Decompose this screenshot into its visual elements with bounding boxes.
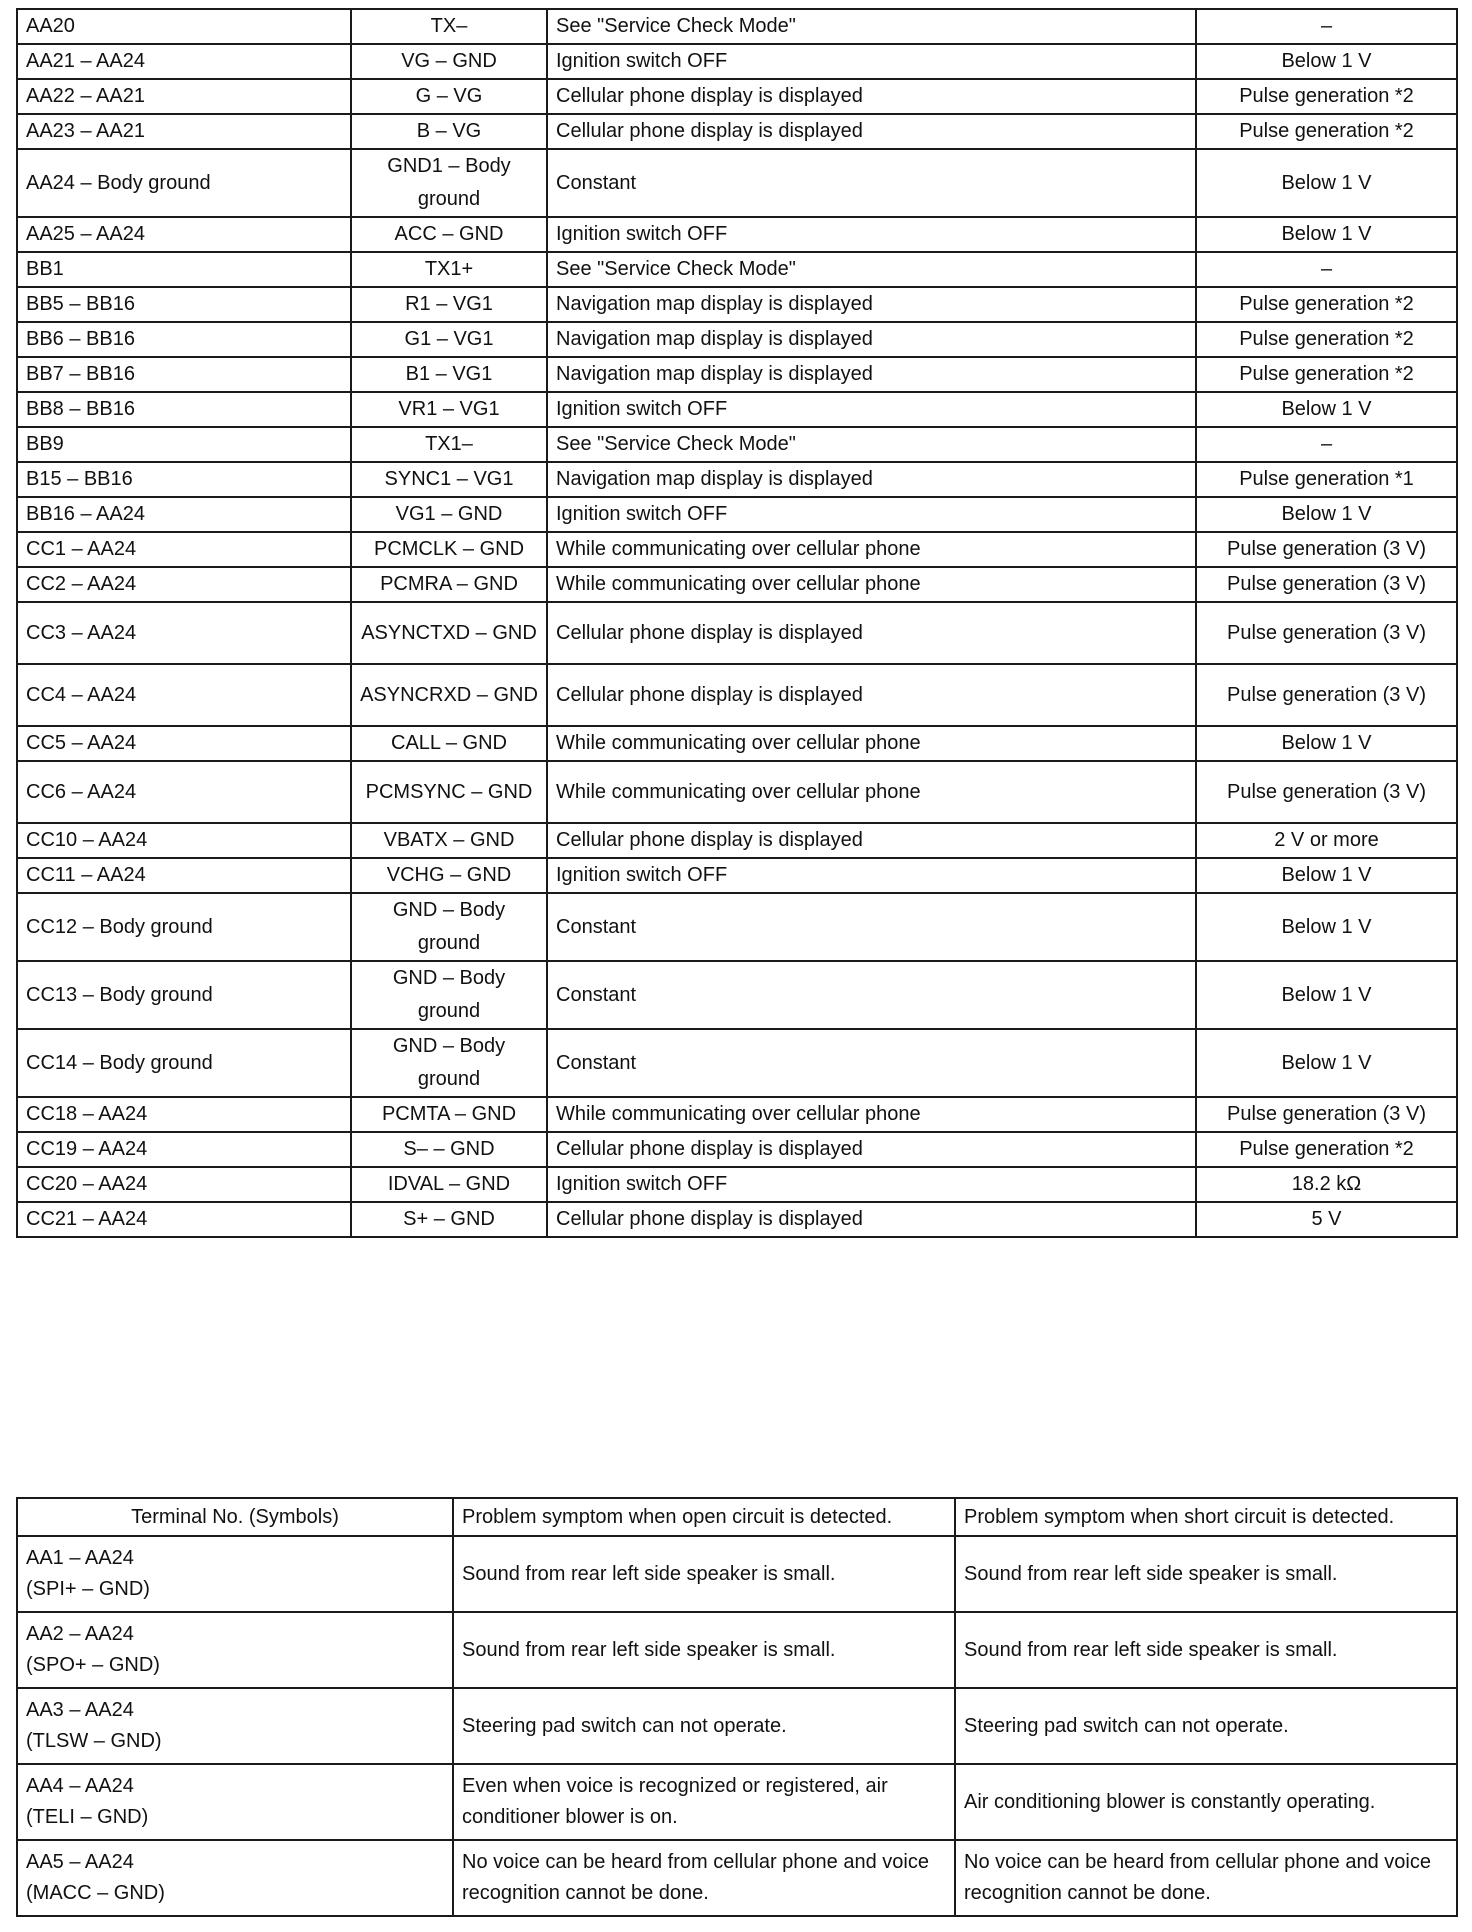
spec-cell: Pulse generation *2 (1196, 357, 1457, 392)
terminal-cell: AA21 – AA24 (17, 44, 351, 79)
table-row (17, 1536, 1457, 1612)
condition-cell: Navigation map display is displayed (547, 462, 1196, 497)
terminal-cell: BB1 (17, 252, 351, 287)
table-row (17, 1688, 1457, 1764)
symbol-cell: B – VG (351, 114, 547, 149)
condition-cell: See "Service Check Mode" (547, 9, 1196, 44)
terminal-cell: AA20 (17, 9, 351, 44)
symbol-cell: R1 – VG1 (351, 287, 547, 322)
spec-cell: Pulse generation (3 V) (1196, 532, 1457, 567)
condition-cell: Constant (547, 961, 1196, 1029)
symbol-cell: VG – GND (351, 44, 547, 79)
spec-cell: 18.2 kΩ (1196, 1167, 1457, 1202)
short-circuit-symptom: Steering pad switch can not operate. (955, 1688, 1457, 1764)
terminal-cell: CC6 – AA24 (17, 761, 351, 823)
symbol-cell: IDVAL – GND (351, 1167, 547, 1202)
open-circuit-symptom: Steering pad switch can not operate. (453, 1688, 955, 1764)
terminal-symbols: (TELI – GND) (26, 1806, 149, 1828)
terminal-symbols: (MACC – GND) (26, 1882, 165, 1904)
terminal-cell: AA24 – Body ground (17, 149, 351, 217)
table-row (17, 1029, 1457, 1097)
terminal-cell (17, 1688, 453, 1764)
table-row (17, 532, 1457, 567)
table-row (17, 1202, 1457, 1237)
problem-symptom-table (16, 1497, 1458, 1917)
spec-cell: Below 1 V (1196, 858, 1457, 893)
spec-cell: Below 1 V (1196, 44, 1457, 79)
condition-cell: Cellular phone display is displayed (547, 79, 1196, 114)
spec-cell: – (1196, 427, 1457, 462)
spec-cell: Pulse generation *2 (1196, 79, 1457, 114)
terminal-cell: CC11 – AA24 (17, 858, 351, 893)
short-circuit-symptom: No voice can be heard from cellular phone and voice recognition cannot be done. (955, 1840, 1457, 1916)
condition-cell: Cellular phone display is displayed (547, 114, 1196, 149)
terminal-symbols: (SPI+ – GND) (26, 1578, 150, 1600)
table-row (17, 287, 1457, 322)
table-row (17, 1612, 1457, 1688)
table-row (17, 392, 1457, 427)
condition-cell: Cellular phone display is displayed (547, 602, 1196, 664)
symbol-cell: SYNC1 – VG1 (351, 462, 547, 497)
symbol-cell: GND – Body ground (351, 893, 547, 961)
header-terminal: Terminal No. (Symbols) (17, 1498, 453, 1536)
symbol-cell: GND – Body ground (351, 1029, 547, 1097)
condition-cell: While communicating over cellular phone (547, 761, 1196, 823)
spec-cell: Below 1 V (1196, 961, 1457, 1029)
terminal-range: AA1 – AA24 (26, 1547, 134, 1569)
terminal-range: AA3 – AA24 (26, 1699, 134, 1721)
condition-cell: Navigation map display is displayed (547, 322, 1196, 357)
terminal-cell: CC12 – Body ground (17, 893, 351, 961)
condition-cell: While communicating over cellular phone (547, 726, 1196, 761)
condition-cell: See "Service Check Mode" (547, 427, 1196, 462)
spec-cell: Pulse generation (3 V) (1196, 1097, 1457, 1132)
spec-cell: 5 V (1196, 1202, 1457, 1237)
condition-cell: Ignition switch OFF (547, 1167, 1196, 1202)
condition-cell: Cellular phone display is displayed (547, 664, 1196, 726)
open-circuit-symptom: Even when voice is recognized or registered, air conditioner blower is on. (453, 1764, 955, 1840)
symbol-cell: VR1 – VG1 (351, 392, 547, 427)
table-row (17, 114, 1457, 149)
symbol-cell: ACC – GND (351, 217, 547, 252)
table-row (17, 1097, 1457, 1132)
spec-cell: Pulse generation *2 (1196, 114, 1457, 149)
condition-cell: Cellular phone display is displayed (547, 1132, 1196, 1167)
table-row (17, 961, 1457, 1029)
spec-cell: Below 1 V (1196, 893, 1457, 961)
terminal-cell (17, 1840, 453, 1916)
table-row (17, 893, 1457, 961)
terminal-cell: BB6 – BB16 (17, 322, 351, 357)
symbol-cell: ASYNCRXD – GND (351, 664, 547, 726)
symbol-cell: PCMSYNC – GND (351, 761, 547, 823)
terminal-cell: CC19 – AA24 (17, 1132, 351, 1167)
terminal-cell: CC3 – AA24 (17, 602, 351, 664)
condition-cell: Constant (547, 893, 1196, 961)
problem-symptom-table-body (17, 1536, 1457, 1916)
symbol-cell: PCMCLK – GND (351, 532, 547, 567)
symbol-cell: GND – Body ground (351, 961, 547, 1029)
spec-cell: Below 1 V (1196, 497, 1457, 532)
terminal-range: AA4 – AA24 (26, 1775, 134, 1797)
symbol-cell: VG1 – GND (351, 497, 547, 532)
table-row (17, 726, 1457, 761)
terminal-voltage-table (16, 8, 1458, 1238)
terminal-symbols: (TLSW – GND) (26, 1730, 162, 1752)
terminal-symbols: (SPO+ – GND) (26, 1654, 160, 1676)
spec-cell: 2 V or more (1196, 823, 1457, 858)
spec-cell: Pulse generation *2 (1196, 287, 1457, 322)
spec-cell: Pulse generation *2 (1196, 1132, 1457, 1167)
terminal-cell (17, 1764, 453, 1840)
terminal-cell: BB9 (17, 427, 351, 462)
spec-cell: Pulse generation *1 (1196, 462, 1457, 497)
terminal-cell (17, 1536, 453, 1612)
symbol-cell: S+ – GND (351, 1202, 547, 1237)
table-row (17, 1132, 1457, 1167)
table-row (17, 823, 1457, 858)
terminal-cell: CC18 – AA24 (17, 1097, 351, 1132)
terminal-cell: CC14 – Body ground (17, 1029, 351, 1097)
short-circuit-symptom: Sound from rear left side speaker is small. (955, 1536, 1457, 1612)
header-open-circuit: Problem symptom when open circuit is detected. (453, 1498, 955, 1536)
spec-cell: Pulse generation *2 (1196, 322, 1457, 357)
spec-cell: Below 1 V (1196, 217, 1457, 252)
terminal-range: AA5 – AA24 (26, 1851, 134, 1873)
table-row (17, 497, 1457, 532)
spec-cell: Pulse generation (3 V) (1196, 567, 1457, 602)
terminal-range: AA2 – AA24 (26, 1623, 134, 1645)
terminal-voltage-table-body (17, 9, 1457, 1237)
condition-cell: Ignition switch OFF (547, 497, 1196, 532)
condition-cell: Ignition switch OFF (547, 44, 1196, 79)
terminal-cell: AA23 – AA21 (17, 114, 351, 149)
condition-cell: Cellular phone display is displayed (547, 823, 1196, 858)
table-row (17, 44, 1457, 79)
table-row (17, 858, 1457, 893)
condition-cell: Cellular phone display is displayed (547, 1202, 1196, 1237)
terminal-cell: CC2 – AA24 (17, 567, 351, 602)
condition-cell: While communicating over cellular phone (547, 567, 1196, 602)
symbol-cell: CALL – GND (351, 726, 547, 761)
spec-cell: Pulse generation (3 V) (1196, 664, 1457, 726)
condition-cell: Ignition switch OFF (547, 217, 1196, 252)
terminal-cell: CC4 – AA24 (17, 664, 351, 726)
terminal-cell: CC20 – AA24 (17, 1167, 351, 1202)
table-row (17, 9, 1457, 44)
terminal-cell: CC21 – AA24 (17, 1202, 351, 1237)
table-row (17, 1840, 1457, 1916)
table-row (17, 1764, 1457, 1840)
symbol-cell: TX1– (351, 427, 547, 462)
spec-cell: Below 1 V (1196, 149, 1457, 217)
symbol-cell: VBATX – GND (351, 823, 547, 858)
table-row (17, 567, 1457, 602)
table-row (17, 602, 1457, 664)
open-circuit-symptom: Sound from rear left side speaker is small. (453, 1612, 955, 1688)
spec-cell: Below 1 V (1196, 1029, 1457, 1097)
table-row (17, 357, 1457, 392)
condition-cell: While communicating over cellular phone (547, 532, 1196, 567)
terminal-cell: CC1 – AA24 (17, 532, 351, 567)
short-circuit-symptom: Air conditioning blower is constantly operating. (955, 1764, 1457, 1840)
spec-cell: Pulse generation (3 V) (1196, 602, 1457, 664)
terminal-cell: BB8 – BB16 (17, 392, 351, 427)
symbol-cell: TX1+ (351, 252, 547, 287)
open-circuit-symptom: Sound from rear left side speaker is small. (453, 1536, 955, 1612)
table-row (17, 252, 1457, 287)
header-short-circuit: Problem symptom when short circuit is detected. (955, 1498, 1457, 1536)
short-circuit-symptom: Sound from rear left side speaker is small. (955, 1612, 1457, 1688)
symbol-cell: TX– (351, 9, 547, 44)
problem-symptom-header-row (17, 1498, 1457, 1536)
spec-cell: – (1196, 252, 1457, 287)
terminal-cell: AA25 – AA24 (17, 217, 351, 252)
symbol-cell: ASYNCTXD – GND (351, 602, 547, 664)
table-row (17, 149, 1457, 217)
symbol-cell: S– – GND (351, 1132, 547, 1167)
symbol-cell: GND1 – Body ground (351, 149, 547, 217)
spec-cell: – (1196, 9, 1457, 44)
terminal-cell: B15 – BB16 (17, 462, 351, 497)
condition-cell: Ignition switch OFF (547, 858, 1196, 893)
symbol-cell: G – VG (351, 79, 547, 114)
terminal-cell: CC10 – AA24 (17, 823, 351, 858)
spec-cell: Pulse generation (3 V) (1196, 761, 1457, 823)
condition-cell: Constant (547, 149, 1196, 217)
table-row (17, 217, 1457, 252)
symbol-cell: VCHG – GND (351, 858, 547, 893)
condition-cell: Navigation map display is displayed (547, 357, 1196, 392)
symbol-cell: PCMRA – GND (351, 567, 547, 602)
spec-cell: Below 1 V (1196, 392, 1457, 427)
terminal-cell: CC13 – Body ground (17, 961, 351, 1029)
table-row (17, 462, 1457, 497)
condition-cell: Ignition switch OFF (547, 392, 1196, 427)
open-circuit-symptom: No voice can be heard from cellular phone and voice recognition cannot be done. (453, 1840, 955, 1916)
symbol-cell: PCMTA – GND (351, 1097, 547, 1132)
table-row (17, 761, 1457, 823)
condition-cell: Navigation map display is displayed (547, 287, 1196, 322)
table-row (17, 427, 1457, 462)
condition-cell: See "Service Check Mode" (547, 252, 1196, 287)
terminal-cell: BB5 – BB16 (17, 287, 351, 322)
condition-cell: While communicating over cellular phone (547, 1097, 1196, 1132)
table-row (17, 664, 1457, 726)
terminal-cell: BB16 – AA24 (17, 497, 351, 532)
table-row (17, 1167, 1457, 1202)
terminal-cell: AA22 – AA21 (17, 79, 351, 114)
symbol-cell: B1 – VG1 (351, 357, 547, 392)
table-row (17, 322, 1457, 357)
terminal-cell (17, 1612, 453, 1688)
symbol-cell: G1 – VG1 (351, 322, 547, 357)
terminal-cell: BB7 – BB16 (17, 357, 351, 392)
condition-cell: Constant (547, 1029, 1196, 1097)
terminal-cell: CC5 – AA24 (17, 726, 351, 761)
table-row (17, 79, 1457, 114)
spec-cell: Below 1 V (1196, 726, 1457, 761)
